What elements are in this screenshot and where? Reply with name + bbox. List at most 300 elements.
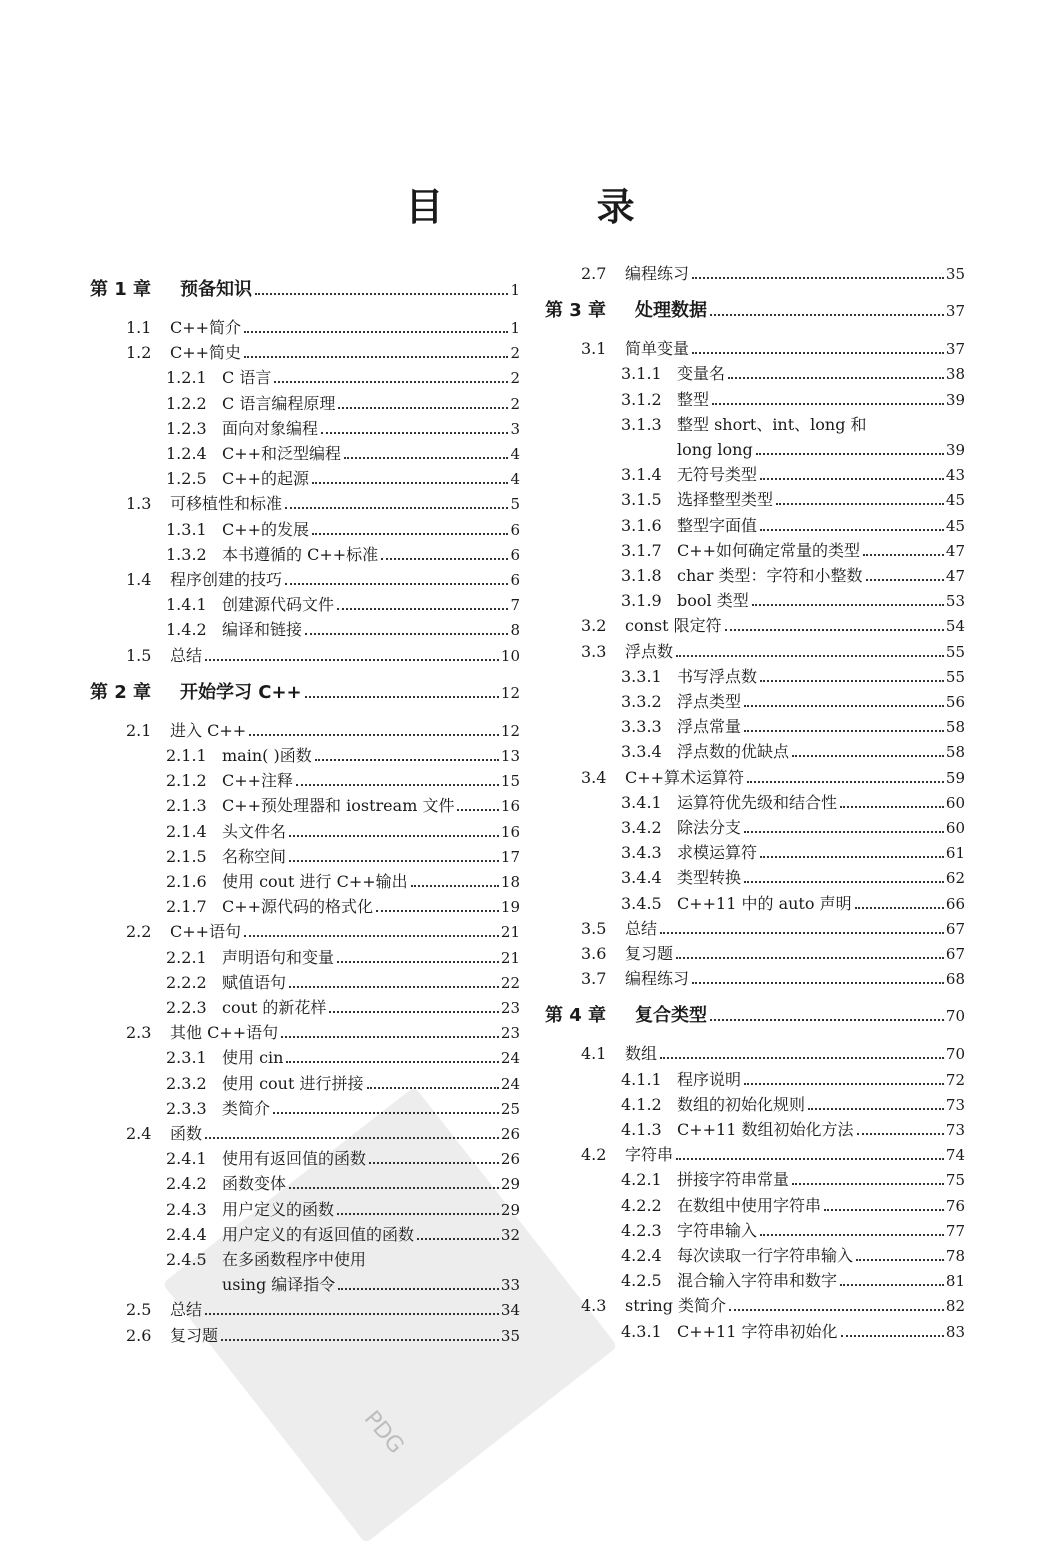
toc-entry-title: 在数组中使用字符串 — [677, 1195, 822, 1215]
toc-page-number: 61 — [945, 844, 965, 863]
toc-page-number: 2 — [510, 369, 520, 388]
toc-entry — [621, 717, 965, 737]
toc-leader-dots — [315, 759, 499, 761]
toc-entry-title: bool 类型 — [677, 591, 749, 611]
toc-leader-dots — [205, 1313, 499, 1315]
toc-page-number: 3 — [510, 419, 520, 438]
toc-entry-title: 复习题 — [625, 944, 674, 963]
toc-page-number: 81 — [945, 1272, 965, 1291]
toc-entry-number: 2.7 — [581, 264, 607, 283]
toc-leader-dots — [285, 507, 508, 509]
toc-entry-number: 2.1.3 — [166, 796, 207, 816]
toc-entry-title: 整型字面值 — [677, 515, 758, 535]
toc-entry-number: 2.2.1 — [166, 947, 207, 967]
toc-entry-title: long long — [677, 440, 753, 459]
toc-entry-number: 4.3.1 — [621, 1321, 662, 1341]
toc-entry-title: 整型 — [677, 389, 710, 409]
toc-page-number: 70 — [945, 1007, 965, 1026]
toc-entry — [166, 1149, 520, 1169]
toc-entry-number: 2.1.6 — [166, 872, 207, 891]
toc-entry-number: 2.4.3 — [166, 1199, 207, 1219]
toc-entry — [621, 1095, 965, 1115]
toc-entry — [126, 318, 520, 338]
toc-entry-title: 除法分支 — [677, 818, 742, 837]
toc-entry-number: 2.1.5 — [166, 846, 207, 866]
toc-entry-title: 编程练习 — [625, 264, 690, 283]
toc-entry — [621, 1322, 965, 1342]
toc-entry-title: 浮点类型 — [677, 692, 742, 711]
toc-entry — [621, 894, 965, 914]
toc-entry-title: C++简史 — [170, 343, 242, 363]
toc-leader-dots — [692, 277, 944, 279]
toc-entry-number: 3.4.4 — [621, 868, 662, 888]
toc-page-number: 6 — [510, 545, 520, 564]
toc-leader-dots — [841, 1335, 944, 1337]
toc-leader-dots — [338, 1288, 499, 1290]
toc-entry-number: 1.4 — [126, 570, 152, 589]
toc-leader-dots — [792, 1183, 944, 1185]
toc-leader-dots — [273, 1112, 499, 1114]
toc-entry — [126, 922, 520, 942]
toc-entry — [166, 368, 520, 388]
toc-entry-title: 字符串 — [625, 1145, 674, 1165]
toc-entry-title: 复习题 — [170, 1325, 219, 1345]
toc-entry — [581, 642, 965, 662]
toc-page-number: 45 — [945, 491, 965, 510]
toc-page-number: 7 — [510, 596, 520, 615]
toc-page-number: 82 — [945, 1297, 965, 1316]
toc-entry-number: 2.3.3 — [166, 1098, 207, 1118]
toc-entry — [621, 1120, 965, 1140]
toc-page-number: 39 — [945, 441, 965, 459]
toc-entry-title: 名称空间 — [222, 846, 287, 866]
toc-page-number: 32 — [500, 1225, 520, 1244]
toc-entry-title: 编程练习 — [625, 969, 690, 989]
toc-entry-number: 3.1.7 — [621, 540, 662, 560]
toc-entry — [581, 944, 965, 964]
toc-page-number: 45 — [945, 516, 965, 535]
toc-entry — [621, 818, 965, 838]
toc-page-number: 26 — [500, 1150, 520, 1169]
toc-page-number: 24 — [500, 1049, 520, 1068]
toc-page-number: 12 — [500, 721, 520, 740]
toc-leader-dots — [760, 478, 944, 480]
toc-entry-number: 1.2.4 — [166, 444, 207, 463]
toc-leader-dots — [660, 1057, 944, 1059]
toc-entry-number: 1.4.1 — [166, 595, 207, 615]
toc-entry-number: 3.4 — [581, 767, 607, 787]
toc-entry-title: 混合输入字符串和数字 — [677, 1271, 838, 1291]
toc-entry — [166, 872, 520, 892]
toc-entry-number: 3.3.1 — [621, 666, 662, 686]
toc-chapter-entry — [90, 280, 520, 300]
toc-entry — [621, 1246, 965, 1266]
toc-leader-dots — [792, 755, 944, 757]
toc-entry-number: 2.6 — [126, 1325, 152, 1345]
toc-page-number: 16 — [500, 822, 520, 841]
toc-entry-number: 3.1.6 — [621, 515, 662, 535]
toc-page-number: 24 — [500, 1074, 520, 1093]
toc-entry-number: 3.3.3 — [621, 717, 662, 737]
toc-page-number: 6 — [510, 520, 520, 539]
toc-leader-dots — [725, 629, 944, 631]
toc-entry-number: 2.1.1 — [166, 746, 207, 765]
toc-entry-title: C++和泛型编程 — [222, 444, 342, 463]
toc-leader-dots — [411, 885, 499, 887]
toc-page-number: 56 — [945, 693, 965, 711]
toc-entry — [166, 948, 520, 968]
toc-leader-dots — [417, 1238, 499, 1240]
toc-entry-title: 声明语句和变量 — [222, 947, 335, 967]
toc-page-number: 12 — [500, 683, 520, 702]
toc-page-number: 17 — [500, 847, 520, 866]
toc-leader-dots — [744, 831, 944, 833]
toc-entry — [581, 969, 965, 989]
toc-entry-number: 4.2.1 — [621, 1170, 662, 1190]
toc-page-number: 72 — [945, 1070, 965, 1089]
toc-leader-dots — [381, 558, 508, 560]
toc-leader-dots — [289, 835, 499, 837]
toc-entry — [621, 440, 965, 460]
toc-page-number: 23 — [500, 999, 520, 1017]
toc-entry-number: 第 4 章 — [545, 1005, 607, 1027]
toc-leader-dots — [244, 935, 499, 937]
toc-page-number: 23 — [500, 1024, 520, 1043]
toc-entry — [166, 1174, 520, 1194]
toc-entry — [166, 419, 520, 439]
toc-entry-title: 书写浮点数 — [677, 666, 758, 686]
toc-entry-number: 3.3.4 — [621, 742, 662, 762]
toc-entry-title: 运算符优先级和结合性 — [677, 792, 838, 812]
toc-page-number: 8 — [510, 621, 520, 640]
toc-entry-number: 第 2 章 — [90, 681, 152, 703]
toc-entry — [621, 1221, 965, 1241]
toc-entry-title: 选择整型类型 — [677, 490, 774, 510]
toc-entry-title: 使用有返回值的函数 — [222, 1149, 367, 1169]
toc-page-number: 33 — [500, 1276, 520, 1295]
toc-entry — [166, 771, 520, 791]
toc-leader-dots — [305, 696, 499, 698]
toc-chapter-entry — [90, 683, 520, 703]
toc-entry — [166, 469, 520, 489]
toc-page-number: 47 — [945, 541, 965, 560]
toc-leader-dots — [840, 806, 944, 808]
toc-page-number: 75 — [945, 1171, 965, 1190]
toc-page-number: 10 — [500, 646, 520, 665]
toc-entry-title: using 编译指令 — [222, 1275, 336, 1295]
toc-entry-title: 数组的初始化规则 — [677, 1094, 806, 1114]
toc-entry — [621, 566, 965, 586]
toc-entry-title: string 类简介 — [625, 1296, 727, 1316]
toc-page-number: 35 — [945, 265, 965, 283]
toc-entry-number: 4.1.3 — [621, 1120, 662, 1139]
toc-entry-number: 2.4.1 — [166, 1149, 207, 1169]
toc-leader-dots — [312, 533, 508, 535]
watermark-text: PDG — [358, 1406, 409, 1459]
toc-entry-number: 3.1.9 — [621, 591, 662, 611]
toc-entry-number: 4.2.3 — [621, 1220, 662, 1240]
toc-entry-title: C 语言 — [222, 368, 272, 388]
toc-entry — [621, 490, 965, 510]
toc-leader-dots — [205, 1137, 499, 1139]
toc-entry-number: 4.1 — [581, 1044, 607, 1064]
toc-entry — [581, 919, 965, 939]
toc-entry-title: 简单变量 — [625, 339, 690, 359]
toc-leader-dots — [312, 482, 508, 484]
toc-page-number: 70 — [945, 1045, 965, 1064]
toc-entry — [166, 444, 520, 464]
toc-entry-number: 3.1.4 — [621, 465, 662, 485]
page-title: 目 录 — [405, 185, 705, 229]
toc-leader-dots — [712, 403, 944, 405]
toc-entry — [581, 1296, 965, 1316]
toc-entry-number: 3.1.8 — [621, 566, 662, 585]
toc-entry-number: 1.3.2 — [166, 544, 207, 564]
toc-entry-number: 1.2.3 — [166, 418, 207, 438]
toc-entry — [166, 746, 520, 766]
toc-page-number: 2 — [510, 394, 520, 413]
toc-page-number: 54 — [945, 617, 965, 636]
toc-entry — [126, 343, 520, 363]
toc-page-number: 73 — [945, 1095, 965, 1114]
toc-entry-title: 类型转换 — [677, 868, 742, 888]
toc-entry-title: 赋值语句 — [222, 972, 287, 992]
toc-page-number: 47 — [945, 567, 965, 585]
toc-page-number: 37 — [945, 302, 965, 321]
toc-entry-number: 1.3.1 — [166, 519, 207, 539]
toc-entry — [621, 591, 965, 611]
toc-page-number: 67 — [945, 919, 965, 938]
toc-page-number: 58 — [945, 718, 965, 737]
toc-leader-dots — [776, 503, 944, 505]
toc-entry — [621, 692, 965, 712]
toc-entry-title: main( )函数 — [222, 746, 312, 765]
toc-leader-dots — [692, 352, 944, 354]
toc-entry-title: 其他 C++语句 — [170, 1023, 279, 1043]
toc-entry-title: 编译和链接 — [222, 620, 303, 640]
toc-page-number: 5 — [510, 495, 520, 514]
toc-leader-dots — [824, 1209, 944, 1211]
toc-entry — [166, 520, 520, 540]
toc-entry-number: 2.2.2 — [166, 972, 207, 992]
toc-entry — [581, 616, 965, 636]
toc-entry-number: 3.5 — [581, 918, 607, 938]
toc-entry-number: 3.3.2 — [621, 692, 662, 711]
toc-entry-title: C++语句 — [170, 922, 242, 942]
toc-entry-title: 用户定义的函数 — [222, 1199, 335, 1219]
toc-entry-title: 数组 — [625, 1044, 658, 1064]
toc-entry-number: 4.3 — [581, 1296, 607, 1316]
toc-page-number: 58 — [945, 743, 965, 762]
toc-leader-dots — [808, 1108, 944, 1110]
toc-entry — [621, 415, 965, 435]
toc-page-number: 25 — [500, 1099, 520, 1118]
toc-entry-number: 3.4.1 — [621, 792, 662, 812]
toc-page-number: 78 — [945, 1247, 965, 1265]
toc-entry-title: 面向对象编程 — [222, 418, 319, 438]
toc-entry-number: 1.2 — [126, 343, 152, 363]
toc-leader-dots — [863, 554, 944, 556]
toc-leader-dots — [205, 659, 499, 661]
toc-leader-dots — [296, 784, 499, 786]
toc-entry — [166, 1074, 520, 1094]
toc-page-number: 6 — [510, 571, 520, 589]
toc-entry — [581, 339, 965, 359]
toc-entry-title: 复合类型 — [635, 1005, 707, 1027]
toc-entry — [166, 1250, 520, 1270]
toc-page-number: 29 — [500, 1200, 520, 1219]
toc-entry-number: 2.2 — [126, 922, 152, 942]
toc-entry-title: 浮点常量 — [677, 717, 742, 737]
toc-entry-title: 类简介 — [222, 1098, 271, 1118]
toc-leader-dots — [729, 1309, 944, 1311]
toc-entry — [166, 545, 520, 565]
toc-entry-number: 2.3.1 — [166, 1048, 207, 1068]
toc-entry — [166, 1275, 520, 1295]
toc-entry-number: 2.1 — [126, 720, 152, 740]
toc-entry — [621, 1070, 965, 1090]
toc-entry-number: 3.3 — [581, 641, 607, 661]
toc-entry-title: C++的起源 — [222, 469, 310, 489]
toc-entry — [621, 1271, 965, 1291]
toc-entry-number: 3.4.5 — [621, 893, 662, 913]
toc-page-number: 37 — [945, 340, 965, 359]
toc-entry — [621, 390, 965, 410]
toc-entry-number: 4.2.2 — [621, 1195, 662, 1215]
toc-page-number: 21 — [500, 923, 520, 942]
toc-entry-title: 变量名 — [677, 364, 726, 384]
toc-entry-number: 3.4.3 — [621, 843, 662, 863]
toc-entry-number: 3.4.2 — [621, 818, 662, 837]
toc-entry — [166, 998, 520, 1018]
toc-entry — [166, 1099, 520, 1119]
toc-entry-title: 每次读取一行字符串输入 — [677, 1246, 854, 1265]
toc-entry-title: 可移植性和标准 — [170, 494, 283, 514]
toc-leader-dots — [376, 910, 499, 912]
toc-entry-title: 进入 C++ — [170, 720, 247, 740]
toc-leader-dots — [857, 1133, 944, 1135]
toc-leader-dots — [305, 633, 508, 635]
toc-entry-number: 3.1.3 — [621, 414, 662, 434]
toc-entry — [166, 394, 520, 414]
toc-entry-title: 无符号类型 — [677, 465, 758, 485]
toc-entry — [126, 1023, 520, 1043]
toc-leader-dots — [289, 986, 499, 988]
toc-entry — [621, 541, 965, 561]
toc-page-number: 74 — [945, 1146, 965, 1165]
toc-entry — [166, 1225, 520, 1245]
toc-entry — [126, 1326, 520, 1346]
toc-page-number: 66 — [945, 894, 965, 913]
toc-entry-number: 1.3 — [126, 494, 152, 514]
toc-entry-title: 程序说明 — [677, 1069, 742, 1089]
toc-leader-dots — [760, 1234, 944, 1236]
toc-leader-dots — [338, 407, 508, 409]
toc-leader-dots — [244, 331, 508, 333]
toc-entry-number: 1.2.1 — [166, 368, 207, 388]
toc-leader-dots — [855, 907, 944, 909]
toc-page-number: 26 — [500, 1125, 520, 1143]
toc-entry — [126, 1124, 520, 1144]
toc-page-number: 38 — [945, 365, 965, 384]
toc-entry-number: 3.1.1 — [621, 364, 662, 384]
toc-entry-number: 4.2 — [581, 1145, 607, 1165]
toc-entry-title: 整型 short、int、long 和 — [677, 414, 867, 434]
toc-leader-dots — [281, 1036, 499, 1038]
toc-page-number: 22 — [500, 973, 520, 992]
toc-leader-dots — [337, 1213, 499, 1215]
toc-page-number: 83 — [945, 1322, 965, 1341]
toc-leader-dots — [457, 809, 498, 811]
toc-leader-dots — [676, 1158, 944, 1160]
toc-entry-number: 4.2.5 — [621, 1271, 662, 1291]
toc-entry-title: C++如何确定常量的类型 — [677, 540, 861, 560]
toc-entry-title: 浮点数 — [625, 641, 674, 661]
toc-page-number: 67 — [945, 945, 965, 963]
toc-leader-dots — [337, 961, 499, 963]
toc-page-number: 16 — [500, 797, 520, 816]
toc-entry-number: 4.1.1 — [621, 1069, 662, 1089]
toc-entry — [621, 742, 965, 762]
toc-leader-dots — [760, 529, 944, 531]
toc-leader-dots — [744, 705, 944, 707]
toc-entry-number: 2.2.3 — [166, 998, 207, 1017]
toc-page-number: 18 — [500, 873, 520, 891]
toc-entry-number: 2.3.2 — [166, 1073, 207, 1093]
toc-entry — [166, 973, 520, 993]
toc-leader-dots — [344, 457, 508, 459]
toc-entry-title: 开始学习 C++ — [180, 681, 302, 703]
toc-entry-number: 第 1 章 — [90, 279, 152, 300]
toc-entry-title: 处理数据 — [635, 300, 707, 322]
toc-entry — [166, 1048, 520, 1068]
toc-entry-number: 1.5 — [126, 645, 152, 665]
toc-entry — [621, 516, 965, 536]
toc-page-number: 55 — [945, 642, 965, 661]
toc-page-number: 62 — [945, 869, 965, 888]
toc-page-number: 76 — [945, 1196, 965, 1215]
toc-leader-dots — [676, 655, 944, 657]
toc-leader-dots — [856, 1259, 944, 1261]
toc-entry — [581, 1044, 965, 1064]
toc-leader-dots — [744, 730, 944, 732]
toc-entry-title: 总结 — [625, 918, 658, 938]
toc-entry — [621, 667, 965, 687]
toc-entry-title: 创建源代码文件 — [222, 595, 335, 615]
toc-page-number: 77 — [945, 1221, 965, 1240]
toc-chapter-entry — [545, 1006, 965, 1026]
toc-leader-dots — [660, 932, 944, 934]
toc-entry-number: 1.4.2 — [166, 620, 207, 640]
toc-entry-number: 2.3 — [126, 1023, 152, 1043]
toc-entry — [581, 1145, 965, 1165]
toc-page-number: 43 — [945, 466, 965, 485]
toc-entry-number: 1.2.2 — [166, 393, 207, 413]
toc-entry-number: 4.2.4 — [621, 1246, 662, 1265]
toc-entry-title: 拼接字符串常量 — [677, 1170, 790, 1190]
toc-entry-number: 1.1 — [126, 318, 152, 337]
toc-entry-title: 在多函数程序中使用 — [222, 1250, 367, 1269]
toc-leader-dots — [747, 781, 944, 783]
toc-leader-dots — [285, 583, 508, 585]
toc-entry-number: 2.4 — [126, 1124, 152, 1143]
toc-entry — [126, 1300, 520, 1320]
toc-chapter-entry — [545, 301, 965, 321]
toc-page-number: 60 — [945, 793, 965, 812]
toc-entry-title: 使用 cout 进行 C++输出 — [222, 872, 408, 891]
toc-entry-title: 总结 — [170, 1300, 203, 1320]
toc-entry-number: 3.1 — [581, 339, 607, 359]
